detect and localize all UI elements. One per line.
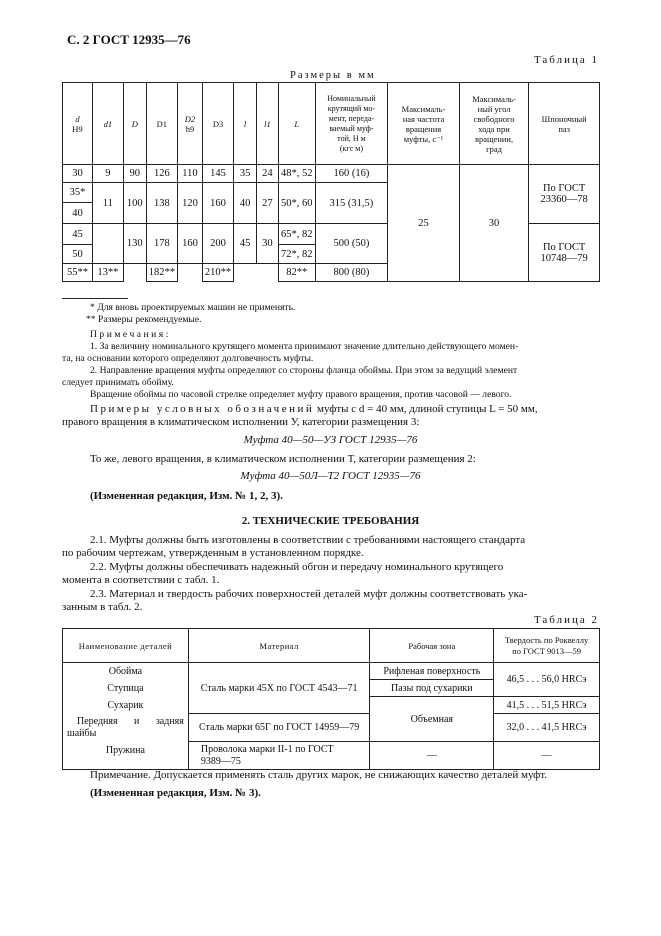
angle-value: 30 bbox=[459, 165, 529, 282]
page-header: С. 2 ГОСТ 12935—76 bbox=[67, 32, 191, 47]
table-row: Ступица Пазы под сухарики bbox=[63, 680, 600, 697]
key-value-2: По ГОСТ 10748—79 bbox=[529, 224, 600, 282]
section-title: 2. ТЕХНИЧЕСКИЕ ТРЕБОВАНИЯ bbox=[241, 515, 420, 527]
example-line-3: То же, левого вращения, в климатическом исполнении Т, категории размещения 2: bbox=[90, 453, 476, 465]
col-d: d H9 bbox=[63, 83, 93, 165]
table-row: Пружина Проволока марки II-1 по ГОСТ 9389—75 — — bbox=[63, 742, 600, 770]
para-2-2b: момента в соответствии с табл. 1. bbox=[62, 574, 220, 586]
col-torque: Номинальный крутящий мо- мент, переда- ваемый муф- той, Н м (кгс м) bbox=[315, 83, 388, 165]
col-D: D bbox=[123, 83, 146, 165]
table1-subcaption: Размеры в мм bbox=[290, 70, 376, 81]
table-row: 50 72*, 82 bbox=[63, 245, 600, 264]
col-l1: l1 bbox=[257, 83, 279, 165]
note-1a: 1. За величину номинального крутящего момента принимают значение длительно действующего момен- bbox=[90, 341, 519, 352]
note-2b: следует принимать обойму. bbox=[62, 377, 174, 388]
table1 bbox=[62, 82, 600, 282]
table2 bbox=[62, 628, 600, 770]
table2-caption: Таблица 2 bbox=[533, 614, 599, 626]
table-row: Сухарик Объемная 41,5 . . . 51,5 HRCэ bbox=[63, 697, 600, 714]
notes-title: Примечания: bbox=[90, 329, 171, 340]
key-value-1: По ГОСТ 23360—78 bbox=[529, 165, 600, 224]
table-row: 55** 13** 182** 210** 82** 800 (80) bbox=[63, 264, 600, 282]
col-d1: d1 bbox=[92, 83, 123, 165]
col-angle: Максималь- ный угол свободного хода при вращении, град bbox=[459, 83, 529, 165]
col-freq: Максималь- ная частота вращения муфты, с⁻¹ bbox=[388, 83, 460, 165]
table-row: Передняя и задняя шайбы Сталь марки 65Г по ГОСТ 14959—79 32,0 . . . 41,5 HRCэ bbox=[63, 714, 600, 742]
example-line-1: Примеры условных обозначений муфты с d = 40 мм, длиной ступицы L = 50 мм, bbox=[90, 403, 538, 415]
col-D2: D2 h9 bbox=[178, 83, 203, 165]
footnote-rule bbox=[62, 298, 128, 299]
para-2-1b: по рабочим чертежам, утвержденным в установленном порядке. bbox=[62, 547, 364, 559]
note-3: Вращение обоймы по часовой стрелке определяет муфту правого вращения, против часовой — левого. bbox=[90, 389, 512, 400]
table1-header-row bbox=[63, 83, 600, 165]
example-line-2: правого вращения в климатическом исполнении У, категории размещения 3: bbox=[62, 416, 420, 428]
col-D3: D3 bbox=[202, 83, 233, 165]
designation-2: Муфта 40—50Л—Т2 ГОСТ 12935—76 bbox=[240, 470, 421, 482]
designation-1: Муфта 40—50—УЗ ГОСТ 12935—76 bbox=[243, 434, 418, 446]
table2-header-row: Наименование деталей Материал Рабочая зона Твердость по Роквеллу по ГОСТ 9013—59 bbox=[63, 629, 600, 663]
footer-note: Примечание. Допускается применять сталь других марок, не снижающих качество деталей муфт. bbox=[90, 769, 548, 781]
table-row: Обойма Сталь марки 45X по ГОСТ 4543—71 Рифленая поверхность 46,5 . . . 56,0 HRCэ bbox=[63, 663, 600, 680]
table-row: 40 bbox=[63, 203, 600, 224]
col-D1: D1 bbox=[146, 83, 177, 165]
table-row: 45 130 178 160 200 45 30 65*, 82 500 (50) По ГОСТ 10748—79 bbox=[63, 224, 600, 245]
col-l: l bbox=[234, 83, 257, 165]
para-2-1a: 2.1. Муфты должны быть изготовлены в соответствии с требованиями настоящего стандарта bbox=[90, 534, 526, 546]
para-2-3a: 2.3. Материал и твердость рабочих поверхностей деталей муфт должны соответствовать ука- bbox=[90, 588, 528, 600]
col-L: L bbox=[278, 83, 315, 165]
freq-value: 25 bbox=[388, 165, 460, 282]
table-row: 35* 11 100 138 120 160 40 27 50*, 60 315 (31,5) bbox=[63, 183, 600, 203]
note-1b: та, на основании которого определяют долговечность муфты. bbox=[62, 353, 314, 364]
footnote-1: * Для вновь проектируемых машин не применять. bbox=[90, 302, 296, 313]
table1-caption: Таблица 1 bbox=[533, 54, 599, 66]
changed-note-2: (Измененная редакция, Изм. № 3). bbox=[90, 787, 261, 799]
table-row: 30 9 90 126 110 145 35 24 48*, 52 160 (16) 25 30 По ГОСТ 23360—78 bbox=[63, 165, 600, 183]
para-2-2a: 2.2. Муфты должны обеспечивать надежный обгон и передачу номинального крутящего bbox=[90, 561, 504, 573]
note-2a: 2. Направление вращения муфты определяют со стороны фланца обоймы. При этом за ведущий элемент bbox=[90, 365, 518, 376]
para-2-3b: занным в табл. 2. bbox=[62, 601, 143, 613]
changed-note-1: (Измененная редакция, Изм. № 1, 2, 3). bbox=[90, 490, 283, 502]
footnote-2: ** Размеры рекомендуемые. bbox=[86, 314, 202, 325]
col-key: Шпоночный паз bbox=[529, 83, 600, 165]
